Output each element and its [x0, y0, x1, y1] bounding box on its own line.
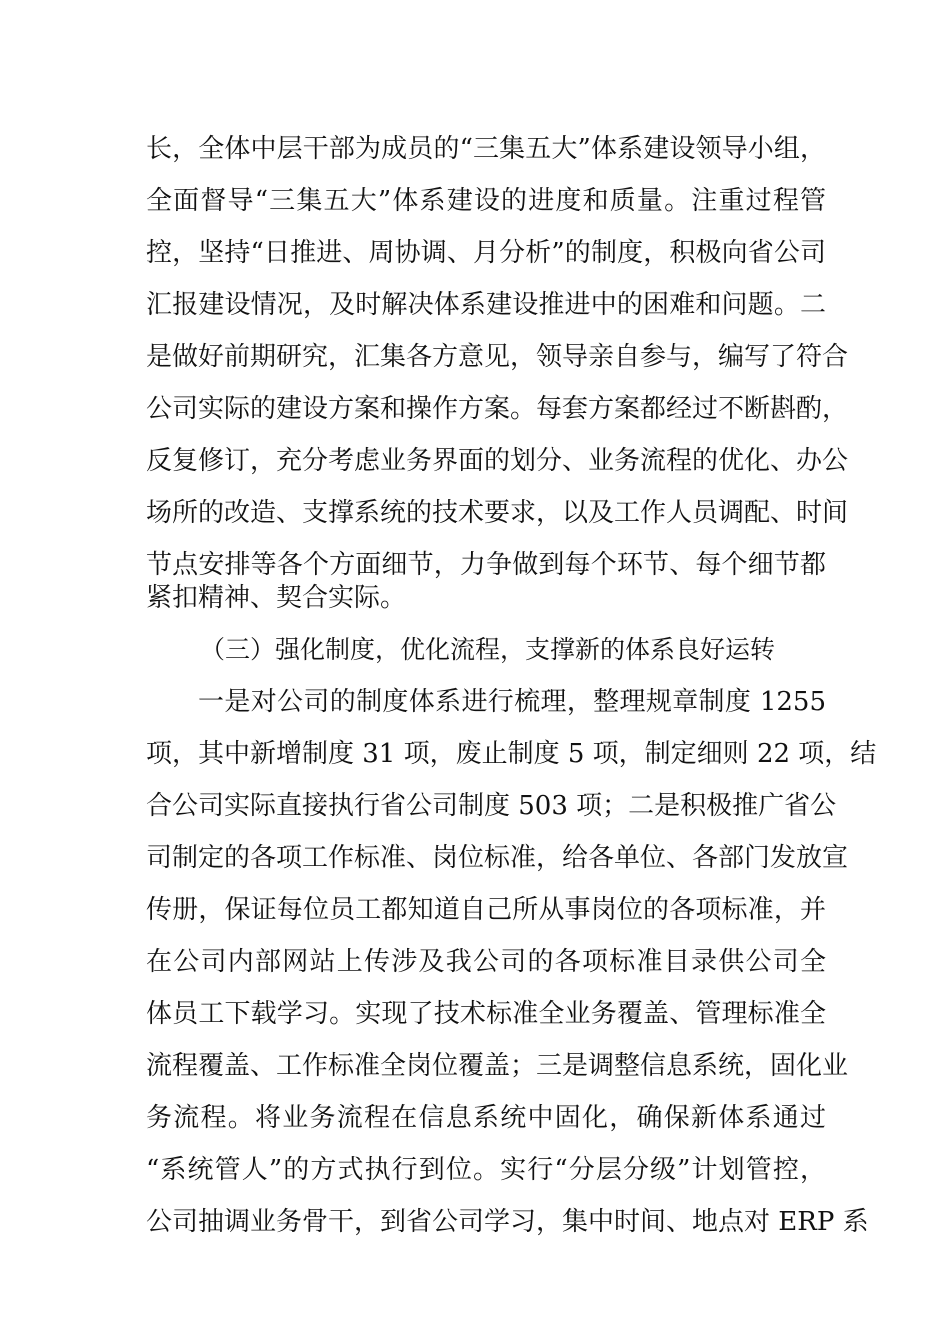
paragraph-line: 传册，保证每位员工都知道自己所从事岗位的各项标准，并: [146, 895, 826, 925]
section-heading: （三）强化制度，优化流程，支撑新的体系良好运转: [200, 635, 776, 664]
paragraph-line: 节点安排等各个方面细节，力争做到每个环节、每个细节都: [146, 550, 826, 580]
paragraph-line: 长，全体中层干部为成员的“三集五大”体系建设领导小组，: [146, 134, 826, 164]
paragraph-line: 场所的改造、支撑系统的技术要求，以及工作人员调配、时间: [146, 498, 849, 528]
paragraph-line: 紧扣精神、契合实际。: [146, 583, 407, 613]
paragraph-line: 在公司内部网站上传涉及我公司的各项标准目录供公司全: [146, 947, 826, 977]
paragraph-line: 汇报建设情况，及时解决体系建设推进中的困难和问题。二: [146, 290, 826, 320]
paragraph-line: 体员工下载学习。实现了技术标准全业务覆盖、管理标准全: [146, 999, 826, 1029]
paragraph-line: 项，其中新增制度 31 项，废止制度 5 项，制定细则 22 项，结: [146, 739, 877, 769]
paragraph-line: 反复修订，充分考虑业务界面的划分、业务流程的优化、办公: [146, 446, 849, 476]
paragraph-line: 流程覆盖、工作标准全岗位覆盖；三是调整信息系统，固化业: [146, 1051, 849, 1081]
paragraph-line: 全面督导“三集五大”体系建设的进度和质量。注重过程管: [146, 186, 826, 216]
paragraph-line: 是做好前期研究，汇集各方意见，领导亲自参与，编写了符合: [146, 342, 849, 372]
paragraph-line: 合公司实际直接执行省公司制度 503 项；二是积极推广省公: [146, 791, 837, 821]
paragraph-line: 公司实际的建设方案和操作方案。每套方案都经过不断斟酌，: [146, 394, 849, 424]
paragraph-line: “系统管人”的方式执行到位。实行“分层分级”计划管控，: [146, 1155, 826, 1185]
paragraph-line: 控，坚持“日推进、周协调、月分析”的制度，积极向省公司: [146, 238, 826, 268]
paragraph-line: 一是对公司的制度体系进行梳理，整理规章制度 1255: [198, 687, 826, 717]
paragraph-line: 司制定的各项工作标准、岗位标准，给各单位、各部门发放宣: [146, 843, 849, 873]
paragraph-line: 务流程。将业务流程在信息系统中固化，确保新体系通过: [146, 1103, 826, 1133]
paragraph-line: 公司抽调业务骨干，到省公司学习，集中时间、地点对 ERP 系: [146, 1207, 869, 1237]
